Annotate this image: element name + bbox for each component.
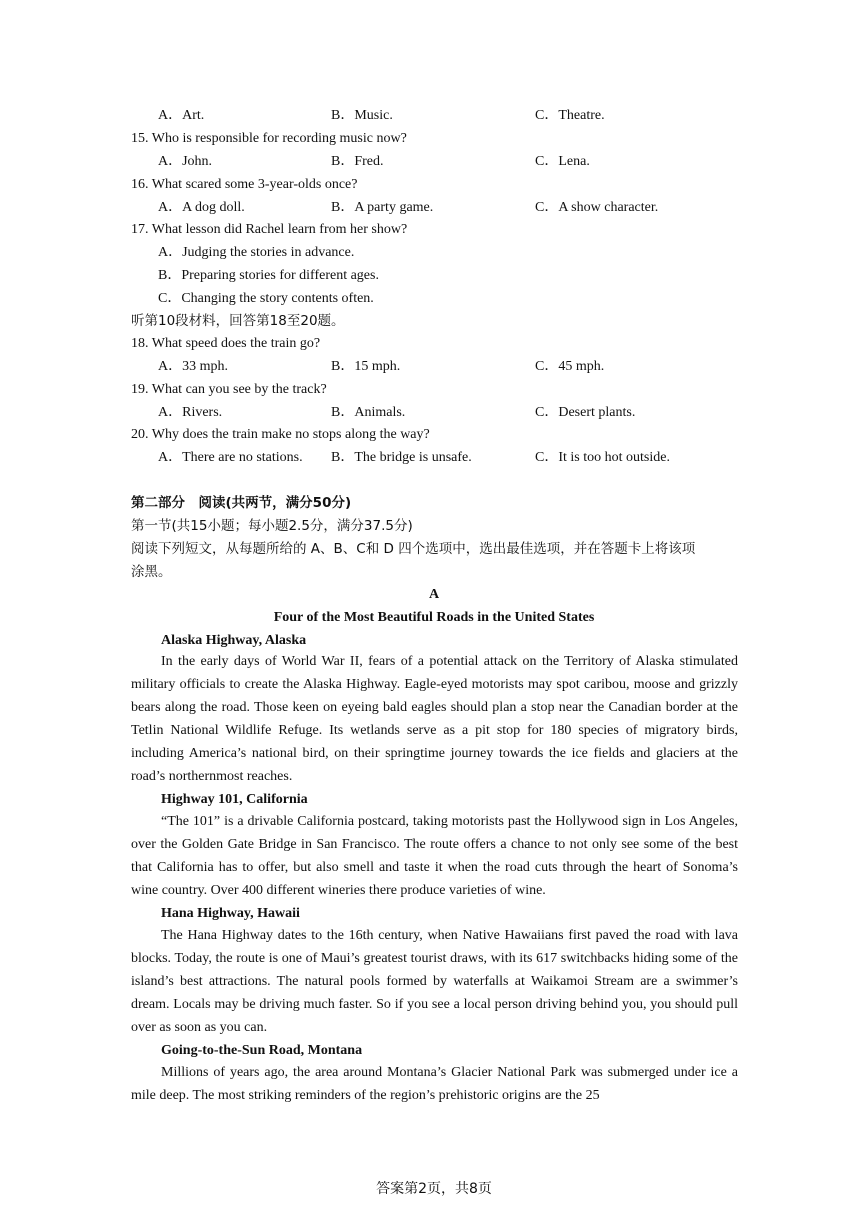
- section-paragraph: The Hana Highway dates to the 16th century, when Native Hawaiians first paved the road with lava blocks. Today, the route is one of Maui’s greatest tourist draws, with its 617 switchbacks hiding some of the island’s best attractions. The natural pools formed by waterfalls at Waikamoi Stream are a swimmer’s dream. Locals may be driving much faster. So if you see a local person driving behind you, you should pull over as soon as you can.: [131, 928, 738, 1035]
- question-17-option-c-row: [0, 288, 868, 310]
- passage-letter: A: [428, 587, 440, 602]
- page-footer: 答案第2页，共8页: [376, 1181, 492, 1197]
- option-b: B．Preparing stories for different ages.: [158, 268, 379, 283]
- option-c: C．Theatre.: [535, 108, 605, 123]
- question-20-options: [0, 447, 868, 469]
- option-b: B．The bridge is unsafe.: [331, 450, 472, 465]
- option-c: C．Lena.: [535, 154, 590, 169]
- question-16: [0, 174, 868, 196]
- question-14-options: [0, 105, 868, 127]
- section-paragraph: Millions of years ago, the area around Montana’s Glacier National Park was submerged under ice a mile deep. The most striking reminders of the region’s prehistoric origins are the 25: [131, 1065, 738, 1103]
- question-15-options: [0, 151, 868, 173]
- option-a: A．Judging the stories in advance.: [158, 245, 355, 260]
- option-b: B．Fred.: [331, 154, 384, 169]
- section-heading: Hana Highway, Hawaii: [161, 906, 300, 921]
- section-title: 第一节(共15小题；每小题2.5分，满分37.5分): [131, 518, 413, 534]
- question-text: 17. What lesson did Rachel learn from her show?: [131, 222, 408, 237]
- section-heading: Going-to-the-Sun Road, Montana: [161, 1043, 363, 1058]
- option-b: B．Music.: [331, 108, 393, 123]
- question-17-option-a-row: [0, 242, 868, 264]
- question-19-options: [0, 402, 868, 424]
- question-text: 18. What speed does the train go?: [131, 336, 321, 351]
- section-paragraph: “The 101” is a drivable California postcard, taking motorists past the Hollywood sign in Los Angeles, over the Golden Gate Bridge in San Francisco. The route offers a chance to not only see some of the best that California has to offer, but also smell and taste it when the road cuts through the heart of Sonoma’s wine country. Over 400 different wineries there produce varieties of wine.: [131, 814, 738, 898]
- question-18: [0, 333, 868, 355]
- option-c: C．Changing the story contents often.: [158, 291, 374, 306]
- question-18-options: [0, 356, 868, 378]
- option-a: A．33 mph.: [158, 359, 228, 374]
- question-text: 16. What scared some 3-year-olds once?: [131, 177, 358, 192]
- option-a: A．Art.: [158, 108, 205, 123]
- reading-instruction-line-1: 阅读下列短文，从每题所给的 A、B、C和 D 四个选项中，选出最佳选项，并在答题卡上将该项: [131, 541, 696, 557]
- question-17: [0, 219, 868, 241]
- option-b: B．15 mph.: [331, 359, 401, 374]
- option-a: A．Rivers.: [158, 405, 223, 420]
- option-a: A．There are no stations.: [158, 450, 303, 465]
- section-heading: Alaska Highway, Alaska: [161, 633, 307, 648]
- question-19: [0, 379, 868, 401]
- option-c: C．A show character.: [535, 200, 659, 215]
- option-b: B．A party game.: [331, 200, 434, 215]
- option-c: C．It is too hot outside.: [535, 450, 670, 465]
- question-text: 20. Why does the train make no stops along the way?: [131, 427, 430, 442]
- part-title: 第二部分 阅读(共两节，满分50分): [131, 495, 352, 511]
- section-heading: Highway 101, California: [161, 792, 308, 807]
- question-17-option-b-row: [0, 265, 868, 287]
- option-a: A．John.: [158, 154, 213, 169]
- passage-title: Four of the Most Beautiful Roads in the United States: [273, 610, 595, 625]
- listening-instruction: 听第10段材料，回答第18至20题。: [131, 313, 345, 329]
- option-c: C．Desert plants.: [535, 405, 636, 420]
- option-c: C．45 mph.: [535, 359, 605, 374]
- section-paragraph: In the early days of World War II, fears of a potential attack on the Territory of Alaska stimulated military officials to create the Alaska Highway. Eagle-eyed motorists may spot caribou, moose and grizzly bears along the road. Those keen on eyeing bald eagles should plan a stop near the Canadian border at the Tetlin National Wildlife Refuge. Its wetlands serve as a pit stop for 180 species of migratory birds, including America’s national bird, on their springtime journey towards the ice fields and glaciers at the road’s northernmost reaches.: [131, 654, 738, 784]
- question-16-options: [0, 197, 868, 219]
- question-15: [0, 128, 868, 150]
- option-b: B．Animals.: [331, 405, 406, 420]
- question-text: 19. What can you see by the track?: [131, 382, 327, 397]
- question-text: 15. Who is responsible for recording music now?: [131, 131, 407, 146]
- option-a: A．A dog doll.: [158, 200, 245, 215]
- question-20: [0, 424, 868, 446]
- reading-instruction-line-2: 涂黑。: [131, 564, 172, 580]
